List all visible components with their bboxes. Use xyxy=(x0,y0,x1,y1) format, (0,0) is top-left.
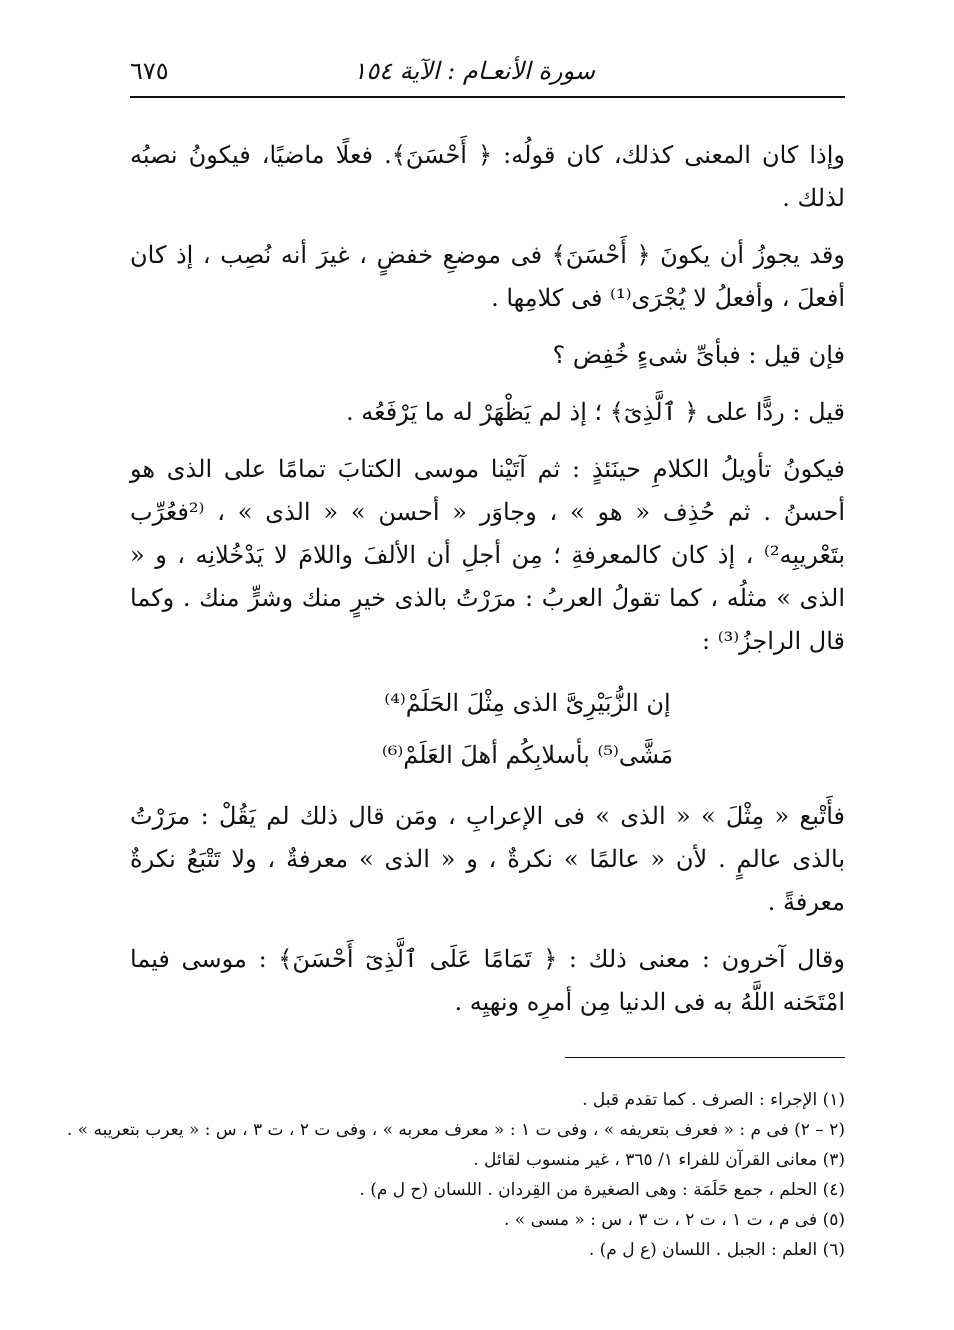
main-text xyxy=(130,134,845,1038)
paragraph-5: فيكونُ تأويلُ الكلامِ حينَئذٍ : ثم آتَيْنا موسى الكتابَ تمامًا على الذى هو أحسنُ . ثم حُذِف « هو » ، وجاوَر « أحسن » « الذى » ، ⁽²فعُرِّب بتَعْريبِه²⁾ ، إذ كان كالمعرفةِ ؛ مِن أجلِ أن الألفَ واللامَ لا يَدْخُلانِه ، و « الذى » مثلُه ، كما تقولُ العربُ : مرَرْتُ بالذى خيرٍ منك وشرٍّ منك . وكما قال الراجزُ⁽³⁾ : xyxy=(130,455,845,655)
paragraph-6: فأَتْبع « مِثْلَ » « الذى » فى الإعرابِ ، ومَن قال ذلك لم يَقُلْ : مرَرْتُ بالذى عالمٍ . لأن « عالمًا » نكرةٌ ، و « الذى » معرفةٌ ، ولا تَتْبَعُ نكرةٌ معرفةً . xyxy=(130,802,845,916)
header-rule xyxy=(130,96,845,98)
paragraph-1: وإذا كان المعنى كذلك، كان قولُه: ﴿ أَحْسَنَ﴾. فعلًا ماضيًا، فيكونُ نصبُه لذلك . xyxy=(130,141,845,212)
running-header xyxy=(130,55,845,95)
footnote-6: (٦) العلم : الجبل . اللسان (ع ل م) . xyxy=(588,1240,845,1260)
footnote-3: (٣) معانى القرآن للفراء ١/ ٣٦٥ ، غير منسوب لقائل . xyxy=(473,1150,845,1170)
paragraph-4: قيل : ردًّا على ﴿ ٱلَّذِىٓ﴾ ؛ إذ لم يَظْهَرْ له ما يَرْفَعُه . xyxy=(345,398,845,426)
footnote-1: (١) الإجراء : الصرف . كما تقدم قبل . xyxy=(582,1090,845,1110)
footnotes xyxy=(66,1085,845,1265)
footnote-2: (٢ – ٢) فى م : « فعرف بتعريفه » ، وفى ت ١ : « معرف معربه » ، وفى ت ٢ ، ت ٣ ، س : « يعرب بتعريبه » . xyxy=(66,1120,845,1140)
paragraph-7: وقال آخرون : معنى ذلك : ﴿ تَمَامًا عَلَى ٱلَّذِىٓ أَحْسَنَ﴾ : موسى فيما امْتَحَنه اللَّهُ به فى الدنيا مِن أمرِه ونهيِه . xyxy=(130,945,845,1016)
verse-1: إن الزُّبَيْرِىَّ الذى مِثْلَ الحَلَمْ⁽⁴⁾ xyxy=(384,689,671,717)
verse-2: مَشَّى⁽⁵⁾ بأسلابِكُم أهلَ العَلَمْ⁽⁶⁾ xyxy=(381,741,674,769)
footnote-4: (٤) الحلم ، جمع حَلَمَة : وهى الصغيرة من القِردان . اللسان (ح ل م) . xyxy=(359,1180,845,1200)
paragraph-2: وقد يجوزُ أن يكونَ ﴿ أَحْسَنَ﴾ فى موضعِ خفضٍ ، غيرَ أنه نُصِب ، إذ كان أفعلَ ، وأفعلُ لا يُجْرَى⁽¹⁾ فى كلامِها . xyxy=(130,241,845,312)
page-number: ٦٧٥ xyxy=(130,57,169,85)
header-title: سورة الأنعـام : الآية ١٥٤ xyxy=(353,57,595,85)
footnote-rule xyxy=(565,1057,845,1058)
paragraph-3: فإن قيل : فبأىِّ شىءٍ خُفِض ؟ xyxy=(552,341,845,369)
poem-verses xyxy=(130,677,845,781)
footnote-5: (٥) فى م ، ت ١ ، ت ٢ ، ت ٣ ، س : « مسى » . xyxy=(503,1210,845,1230)
